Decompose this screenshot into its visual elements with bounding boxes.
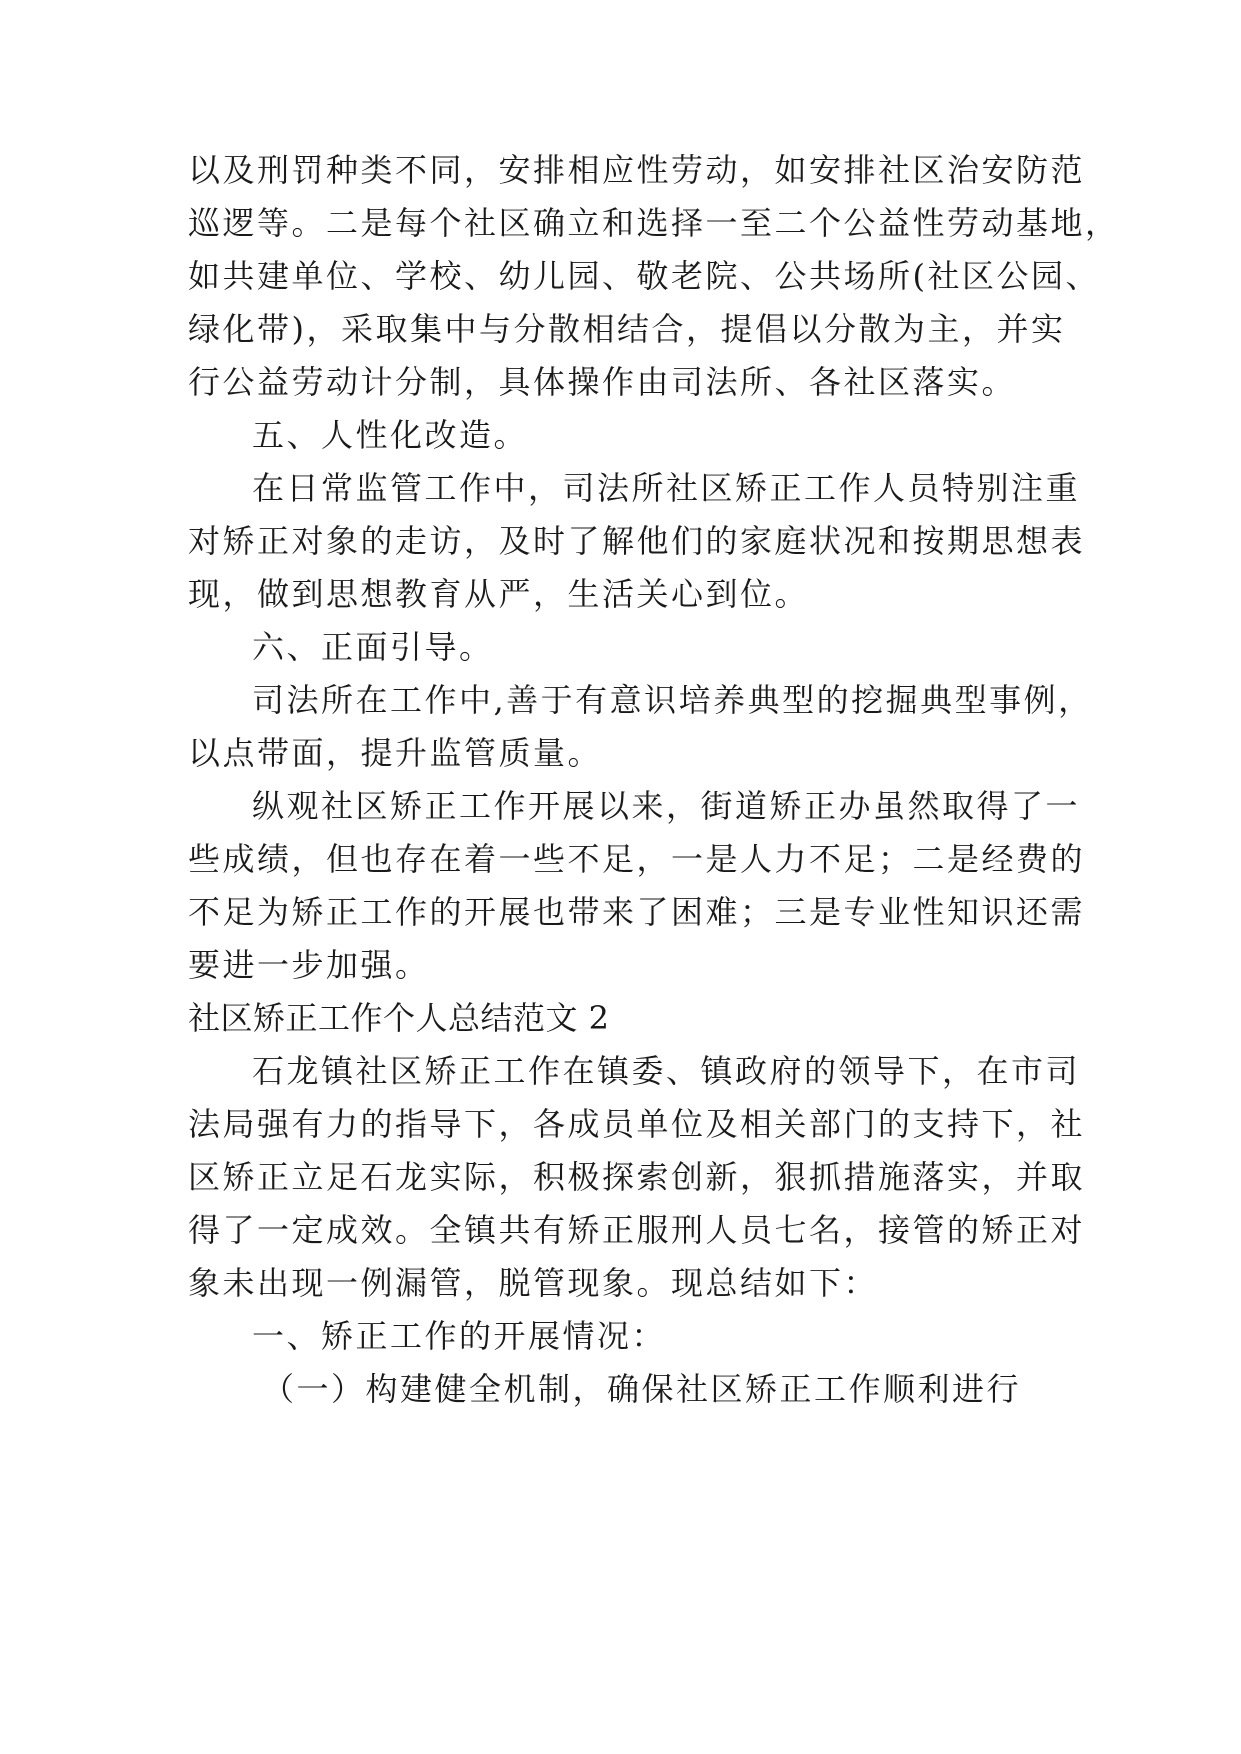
paragraph-line: 象未出现一例漏管，脱管现象。现总结如下： — [188, 1264, 879, 1302]
paragraph-line: 石龙镇社区矫正工作在镇委、镇政府的领导下，在市司 — [252, 1052, 1081, 1090]
paragraph-line: 对矫正对象的走访，及时了解他们的家庭状况和按期思想表 — [188, 522, 1086, 560]
paragraph-line: 不足为矫正工作的开展也带来了困难；三是专业性知识还需 — [188, 893, 1086, 931]
paragraph-line: 绿化带)，采取集中与分散相结合，提倡以分散为主，并实 — [188, 310, 1066, 348]
paragraph-line: 现，做到思想教育从严，生活关心到位。 — [188, 575, 810, 613]
section-heading: 一、矫正工作的开展情况： — [252, 1317, 667, 1355]
section-heading: 五、人性化改造。 — [252, 416, 529, 454]
paragraph-line: 司法所在工作中,善于有意识培养典型的挖掘典型事例， — [252, 681, 1093, 719]
paragraph-line: 得了一定成效。全镇共有矫正服刑人员七名，接管的矫正对 — [188, 1211, 1086, 1249]
section-heading: 六、正面引导。 — [252, 628, 494, 666]
paragraph-line: 区矫正立足石龙实际，积极探索创新，狠抓措施落实，并取 — [188, 1158, 1086, 1196]
paragraph-line: 以点带面，提升监管质量。 — [188, 734, 603, 772]
paragraph-line: 要进一步加强。 — [188, 946, 430, 984]
paragraph-line: 巡逻等。二是每个社区确立和选择一至二个公益性劳动基地， — [188, 204, 1120, 242]
paragraph-line: 行公益劳动计分制，具体操作由司法所、各社区落实。 — [188, 363, 1017, 401]
paragraph-line: 以及刑罚种类不同，安排相应性劳动，如安排社区治安防范 — [188, 151, 1086, 189]
paragraph-line: 在日常监管工作中，司法所社区矫正工作人员特别注重 — [252, 469, 1081, 507]
paragraph-line: 法局强有力的指导下，各成员单位及相关部门的支持下，社 — [188, 1105, 1086, 1143]
paragraph-line: 纵观社区矫正工作开展以来，街道矫正办虽然取得了一 — [252, 787, 1081, 825]
document-title: 社区矫正工作个人总结范文 2 — [188, 999, 610, 1037]
paragraph-line: 些成绩，但也存在着一些不足，一是人力不足；二是经费的 — [188, 840, 1086, 878]
subsection-heading: （一）构建健全机制，确保社区矫正工作顺利进行 — [262, 1370, 1022, 1408]
paragraph-line: 如共建单位、学校、幼儿园、敬老院、公共场所(社区公园、 — [188, 257, 1100, 295]
